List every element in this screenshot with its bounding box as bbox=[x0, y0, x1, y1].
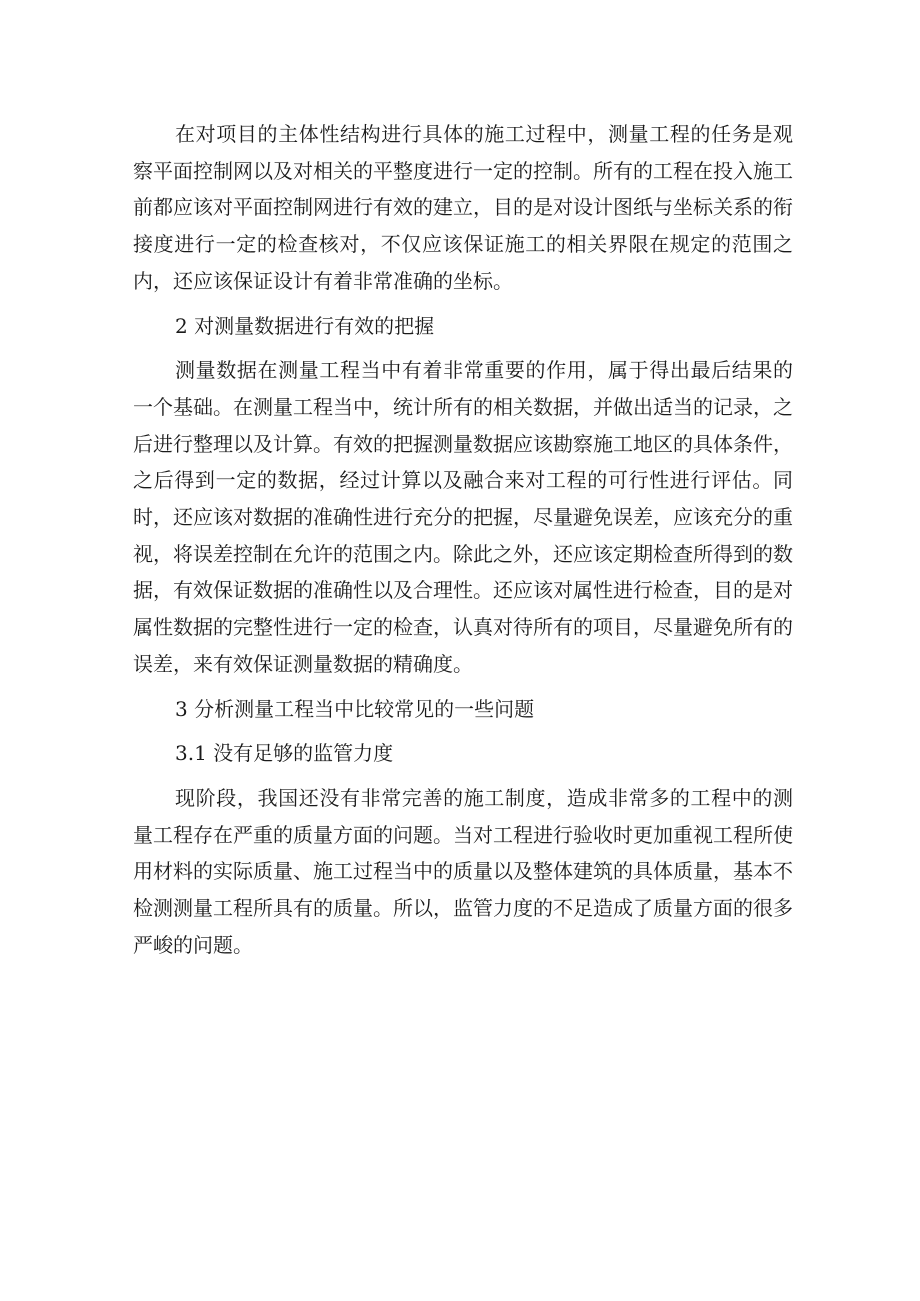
section-heading-3: 3 分析测量工程当中比较常见的一些问题 bbox=[175, 696, 535, 721]
document-body bbox=[133, 116, 793, 963]
paragraph-survey-task: 在对项目的主体性结构进行具体的施工过程中，测量工程的任务是观察平面控制网以及对相关的平整度进行一定的控制。所有的工程在投入施工前都应该对平面控制网进行有效的建立，目的是对设计图纸与坐标关系的衔接度进行一定的检查核对，不仅应该保证施工的相关界限在规定的范围之内，还应该保证设计有着非常准确的坐标。 bbox=[133, 122, 793, 293]
paragraph-survey-data: 测量数据在测量工程当中有着非常重要的作用，属于得出最后结果的一个基础。在测量工程当中，统计所有的相关数据，并做出适当的记录，之后进行整理以及计算。有效的把握测量数据应该勘察施工地区的具体条件，之后得到一定的数据，经过计算以及融合来对工程的可行性进行评估。同时，还应该对数据的准确性进行充分的把握，尽量避免误差，应该充分的重视，将误差控制在允许的范围之内。除此之外，还应该定期检查所得到的数据，有效保证数据的准确性以及合理性。还应该对属性进行检查，目的是对属性数据的完整性进行一定的检查，认真对待所有的项目，尽量避免所有的误差，来有效保证测量数据的精确度。 bbox=[133, 358, 793, 676]
subsection-heading-3-1: 3.1 没有足够的监管力度 bbox=[175, 741, 394, 766]
paragraph-supervision: 现阶段，我国还没有非常完善的施工制度，造成非常多的工程中的测量工程存在严重的质量方面的问题。当对工程进行验收时更加重视工程所使用材料的实际质量、施工过程当中的质量以及整体建筑的具体质量，基本不检测测量工程所具有的质量。所以，监管力度的不足造成了质量方面的很多严峻的问题。 bbox=[133, 785, 793, 957]
section-heading-2: 2 对测量数据进行有效的把握 bbox=[175, 313, 435, 338]
